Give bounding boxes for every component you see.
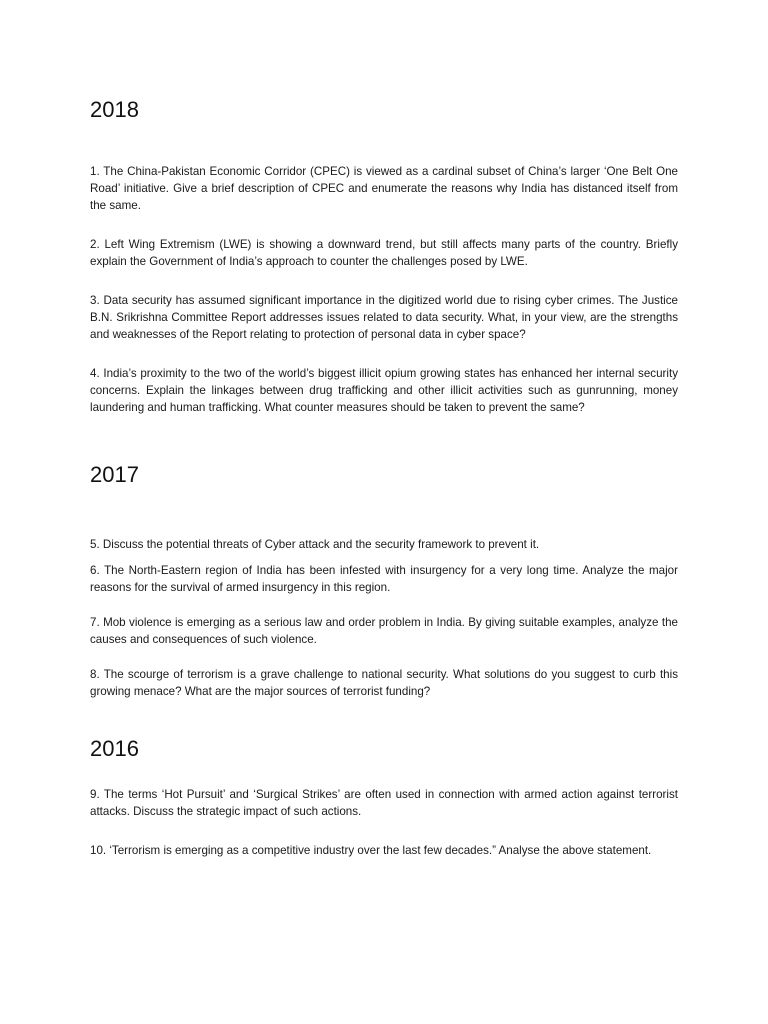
question-7: 7. Mob violence is emerging as a serious law and order problem in India. By giving suitable examples, analyze the causes and consequences of such violence. <box>90 616 678 647</box>
year-heading-2018: 2018 <box>90 97 139 122</box>
question-4: 4. India’s proximity to the two of the world’s biggest illicit opium growing states has enhanced her internal security concerns. Explain the linkages between drug trafficking and other illicit activities such as gunrunning, money laundering and human trafficking. What counter measures should be taken to prevent the same? <box>90 367 678 415</box>
year-heading-2016: 2016 <box>90 736 139 761</box>
question-8: 8. The scourge of terrorism is a grave challenge to national security. What solutions do you suggest to curb this growing menace? What are the major sources of terrorist funding? <box>90 668 678 699</box>
question-2: 2. Left Wing Extremism (LWE) is showing a downward trend, but still affects many parts of the country. Briefly explain the Government of India’s approach to counter the challenges posed by LWE. <box>90 238 678 269</box>
question-6: 6. The North-Eastern region of India has been infested with insurgency for a very long time. Analyze the major reasons for the survival of armed insurgency in this region. <box>90 564 678 595</box>
question-5: 5. Discuss the potential threats of Cyber attack and the security framework to prevent it. <box>90 538 540 551</box>
question-3: 3. Data security has assumed significant importance in the digitized world due to rising cyber crimes. The Justice B.N. Srikrishna Committee Report addresses issues related to data security. What, in your view, are the strengths and weaknesses of the Report relating to protection of personal data in cyber space? <box>90 294 678 342</box>
year-heading-2017: 2017 <box>90 462 139 487</box>
question-9: 9. The terms ‘Hot Pursuit’ and ‘Surgical Strikes’ are often used in connection with armed action against terrorist attacks. Discuss the strategic impact of such actions. <box>90 788 678 819</box>
question-10: 10. ‘Terrorism is emerging as a competitive industry over the last few decades.” Analyse the above statement. <box>90 844 652 857</box>
question-1: 1. The China-Pakistan Economic Corridor (CPEC) is viewed as a cardinal subset of China’s larger ‘One Belt One Road’ initiative. Give a brief description of CPEC and enumerate the reasons why India has distanced itself from the same. <box>90 165 678 213</box>
